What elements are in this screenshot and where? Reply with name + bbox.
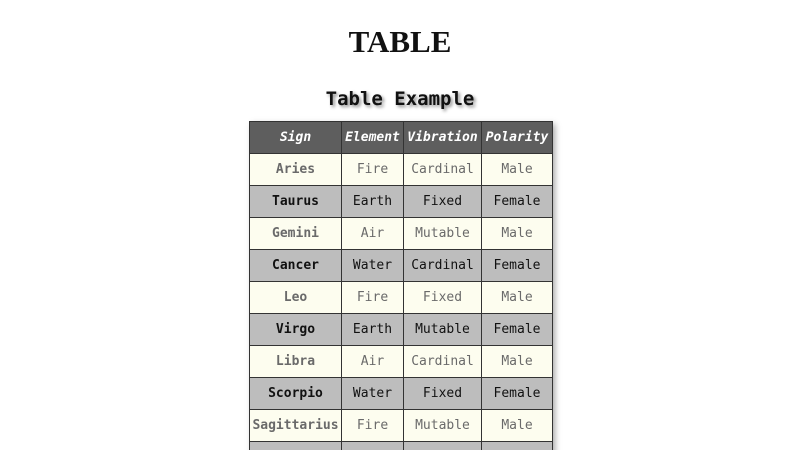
element-cell: Fire <box>342 282 404 314</box>
table-body <box>250 154 553 450</box>
sign-cell: Aries <box>250 154 342 186</box>
element-cell: Earth <box>342 186 404 218</box>
header-vibration: Vibration <box>404 122 482 154</box>
zodiac-table <box>249 121 553 450</box>
vibration-cell: Fixed <box>404 378 482 410</box>
vibration-cell: Cardinal <box>404 346 482 378</box>
element-cell: Air <box>342 218 404 250</box>
element-cell: Water <box>342 250 404 282</box>
sign-cell: Gemini <box>250 218 342 250</box>
table-row <box>250 218 553 250</box>
polarity-cell <box>482 442 553 450</box>
polarity-cell: Female <box>482 314 553 346</box>
table-row <box>250 442 553 450</box>
polarity-cell: Male <box>482 410 553 442</box>
vibration-cell: Cardinal <box>404 250 482 282</box>
table-row <box>250 410 553 442</box>
table-row <box>250 378 553 410</box>
page-title: TABLE <box>348 24 452 59</box>
vibration-cell: Mutable <box>404 218 482 250</box>
header-element: Element <box>342 122 404 154</box>
sign-cell: Taurus <box>250 186 342 218</box>
table-row <box>250 282 553 314</box>
table-header <box>250 122 553 154</box>
polarity-cell: Male <box>482 154 553 186</box>
table-row <box>250 346 553 378</box>
header-row <box>250 122 553 154</box>
table-row <box>250 314 553 346</box>
vibration-cell: Cardinal <box>404 154 482 186</box>
polarity-cell: Female <box>482 378 553 410</box>
zodiac-table-container <box>249 121 552 450</box>
polarity-cell: Male <box>482 218 553 250</box>
sign-cell: Cancer <box>250 250 342 282</box>
element-cell: Water <box>342 378 404 410</box>
element-cell: Earth <box>342 314 404 346</box>
element-cell <box>342 442 404 450</box>
sign-cell: Leo <box>250 282 342 314</box>
element-cell: Air <box>342 346 404 378</box>
vibration-cell: Fixed <box>404 282 482 314</box>
vibration-cell: Mutable <box>404 410 482 442</box>
header-sign: Sign <box>250 122 342 154</box>
table-row <box>250 154 553 186</box>
polarity-cell: Female <box>482 250 553 282</box>
vibration-cell: Mutable <box>404 314 482 346</box>
table-row <box>250 186 553 218</box>
table-caption: Table Example <box>325 88 475 110</box>
sign-cell: Virgo <box>250 314 342 346</box>
polarity-cell: Male <box>482 282 553 314</box>
polarity-cell: Male <box>482 346 553 378</box>
sign-cell: Sagittarius <box>250 410 342 442</box>
polarity-cell: Female <box>482 186 553 218</box>
vibration-cell: Fixed <box>404 186 482 218</box>
element-cell: Fire <box>342 154 404 186</box>
sign-cell: Libra <box>250 346 342 378</box>
table-row <box>250 250 553 282</box>
sign-cell: Scorpio <box>250 378 342 410</box>
sign-cell <box>250 442 342 450</box>
element-cell: Fire <box>342 410 404 442</box>
header-polarity: Polarity <box>482 122 553 154</box>
vibration-cell <box>404 442 482 450</box>
